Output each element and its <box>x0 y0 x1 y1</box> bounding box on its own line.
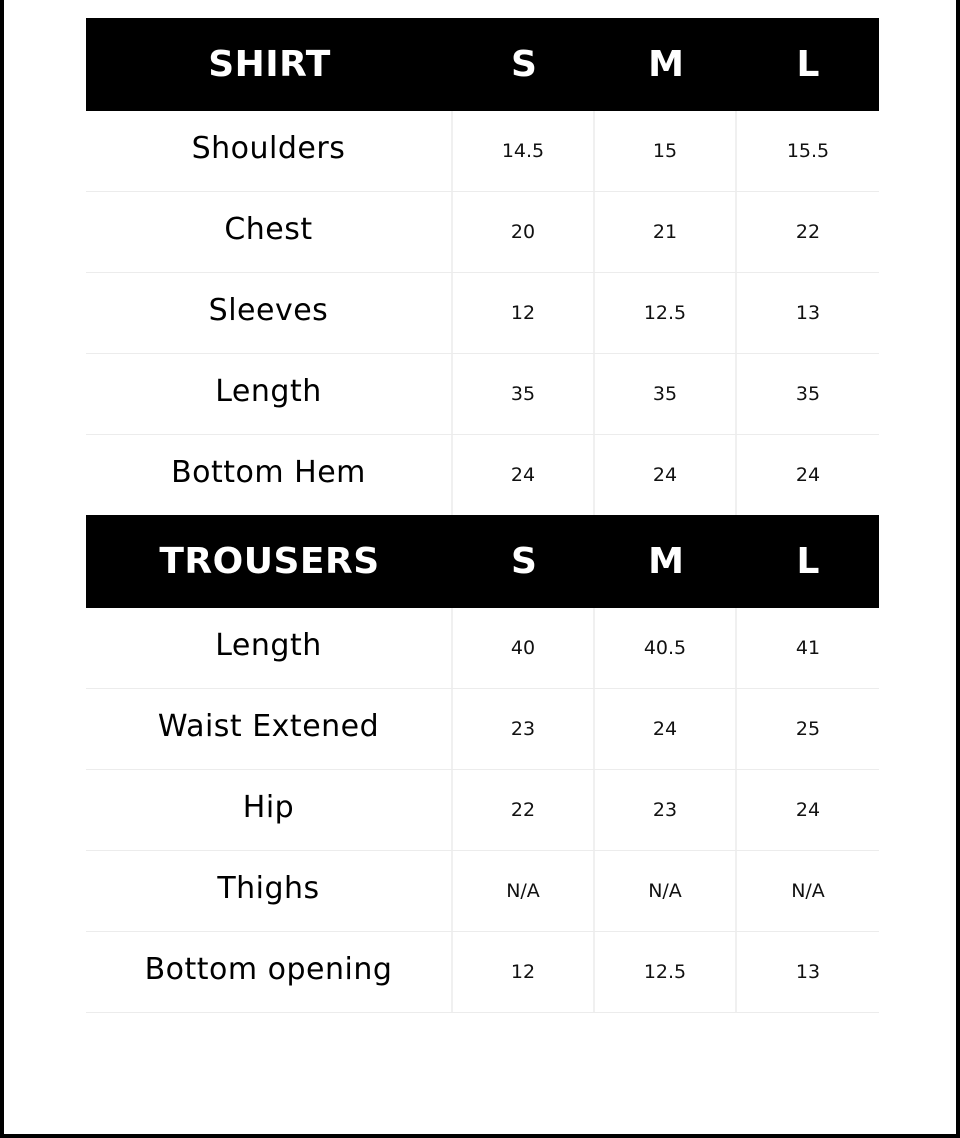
size-m-header: M <box>648 541 684 582</box>
trousers-header-row <box>86 515 879 608</box>
value-cell: 23 <box>595 770 737 850</box>
table-row <box>86 932 879 1013</box>
value-cell: 35 <box>595 354 737 434</box>
size-s-header: S <box>511 541 537 582</box>
row-label: Sleeves <box>86 273 453 353</box>
table-row <box>86 435 879 516</box>
value-cell: 24 <box>595 689 737 769</box>
row-label: Shoulders <box>86 111 453 191</box>
size-m-header: M <box>648 44 684 85</box>
row-label: Hip <box>86 770 453 850</box>
value-cell: 24 <box>795 799 821 821</box>
table-row <box>86 608 879 689</box>
value-cell: 35 <box>795 383 821 405</box>
value-cell: 24 <box>595 435 737 515</box>
value-cell: 41 <box>795 637 821 659</box>
value-cell: N/A <box>453 851 595 931</box>
value-cell: 40.5 <box>595 608 737 688</box>
row-label: Chest <box>86 192 453 272</box>
value-cell: 40 <box>453 608 595 688</box>
value-cell: 12.5 <box>595 932 737 1012</box>
size-l-header: L <box>796 44 820 85</box>
value-cell: N/A <box>791 880 825 902</box>
shirt-size-table <box>86 18 879 516</box>
shirt-header-row <box>86 18 879 111</box>
value-cell: 15.5 <box>786 140 830 162</box>
size-s-header: S <box>511 44 537 85</box>
row-label: Length <box>86 354 453 434</box>
table-row <box>86 689 879 770</box>
value-cell: 20 <box>453 192 595 272</box>
table-row <box>86 770 879 851</box>
value-cell: 35 <box>453 354 595 434</box>
value-cell: 13 <box>795 961 821 983</box>
value-cell: 24 <box>453 435 595 515</box>
value-cell: 22 <box>795 221 821 243</box>
value-cell: 14.5 <box>453 111 595 191</box>
value-cell: 12 <box>453 932 595 1012</box>
value-cell: 12.5 <box>595 273 737 353</box>
value-cell: 23 <box>453 689 595 769</box>
table-row <box>86 273 879 354</box>
value-cell: 12 <box>453 273 595 353</box>
size-l-header: L <box>796 541 820 582</box>
value-cell: 15 <box>595 111 737 191</box>
value-cell: N/A <box>595 851 737 931</box>
value-cell: 21 <box>595 192 737 272</box>
value-cell: 24 <box>795 464 821 486</box>
shirt-title: SHIRT <box>208 44 331 85</box>
value-cell: 25 <box>795 718 821 740</box>
row-label: Waist Extened <box>86 689 453 769</box>
table-row <box>86 851 879 932</box>
row-label: Bottom Hem <box>86 435 453 515</box>
value-cell: 22 <box>453 770 595 850</box>
value-cell: 13 <box>795 302 821 324</box>
trousers-size-table <box>86 515 879 1013</box>
row-label: Thighs <box>86 851 453 931</box>
trousers-title: TROUSERS <box>159 541 380 582</box>
table-row <box>86 111 879 192</box>
table-row <box>86 354 879 435</box>
row-label: Length <box>86 608 453 688</box>
row-label: Bottom opening <box>86 932 453 1012</box>
table-row <box>86 192 879 273</box>
